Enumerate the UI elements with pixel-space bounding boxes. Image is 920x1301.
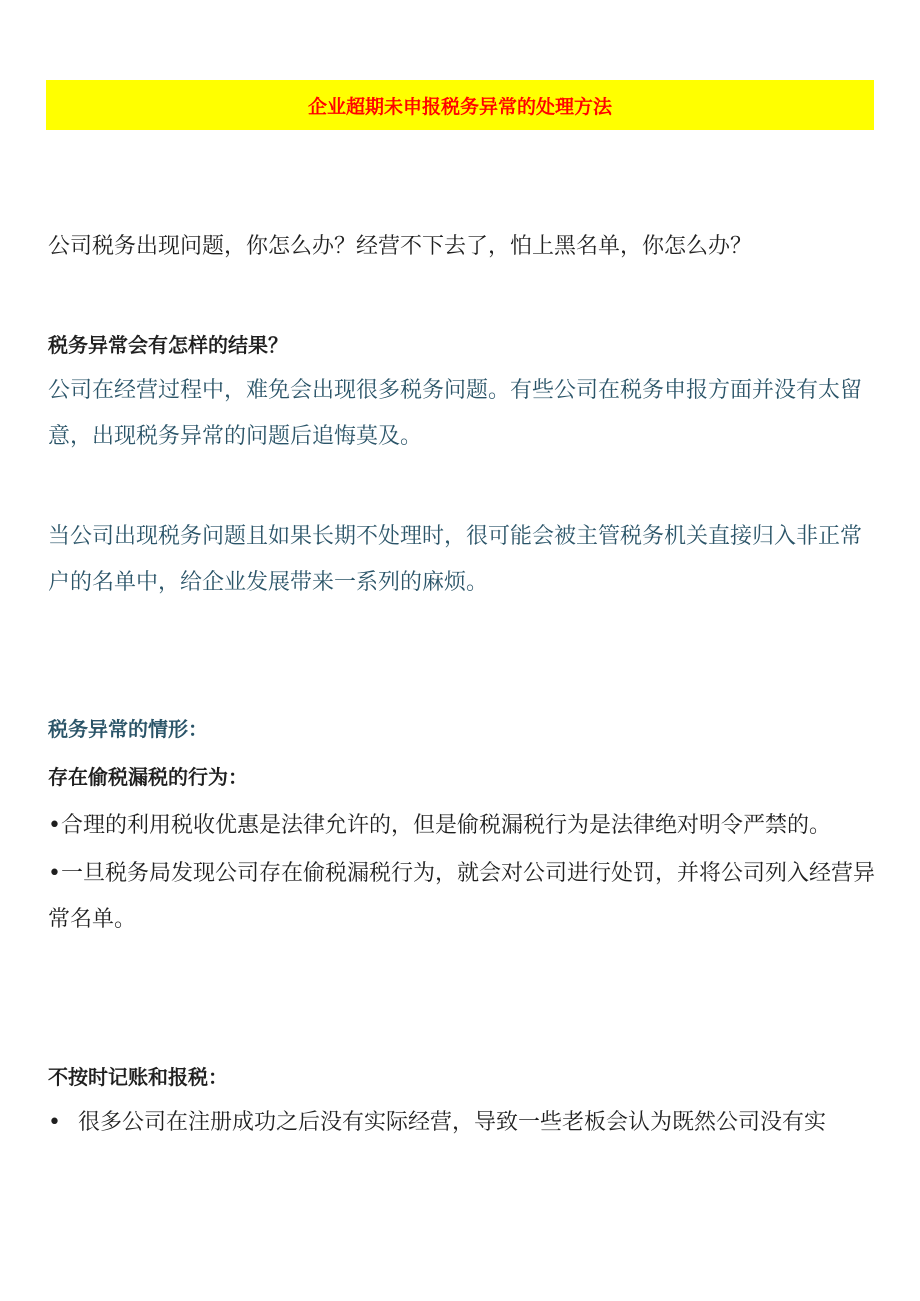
tax-evasion-bullet-2: •一旦税务局发现公司存在偷税漏税行为，就会对公司进行处罚，并将公司列入经营异常名单。 [48, 861, 875, 932]
subheading-bookkeeping: 不按时记账和报税： [48, 1065, 228, 1089]
intro-paragraph: 公司税务出现问题，你怎么办？经营不下去了，怕上黑名单，你怎么办？ [48, 234, 753, 259]
title-banner [46, 80, 874, 130]
section-heading-results: 税务异常会有怎样的结果？ [48, 333, 288, 357]
bookkeeping-bullet-1 [48, 1100, 878, 1146]
subheading-tax-evasion: 存在偷税漏税的行为： [48, 765, 248, 789]
bookkeeping-bullet-text: 很多公司在注册成功之后没有实际经营，导致一些老板会认为既然公司没有实 [78, 1110, 827, 1135]
tax-evasion-bullet-1: •合理的利用税收优惠是法律允许的，但是偷税漏税行为是法律绝对明令严禁的。 [48, 813, 831, 838]
results-paragraph-1: 公司在经营过程中，难免会出现很多税务问题。有些公司在税务申报方面并没有太留意，出现税务异常的问题后追悔莫及。 [48, 378, 863, 449]
results-paragraph-2: 当公司出现税务问题且如果长期不处理时，很可能会被主管税务机关直接归入非正常户的名单中，给企业发展带来一系列的麻烦。 [48, 524, 863, 595]
bullet-dot-icon: • [48, 1110, 61, 1135]
document-title: 企业超期未申报税务异常的处理方法 [307, 95, 612, 118]
section-heading-situations: 税务异常的情形： [48, 717, 208, 741]
